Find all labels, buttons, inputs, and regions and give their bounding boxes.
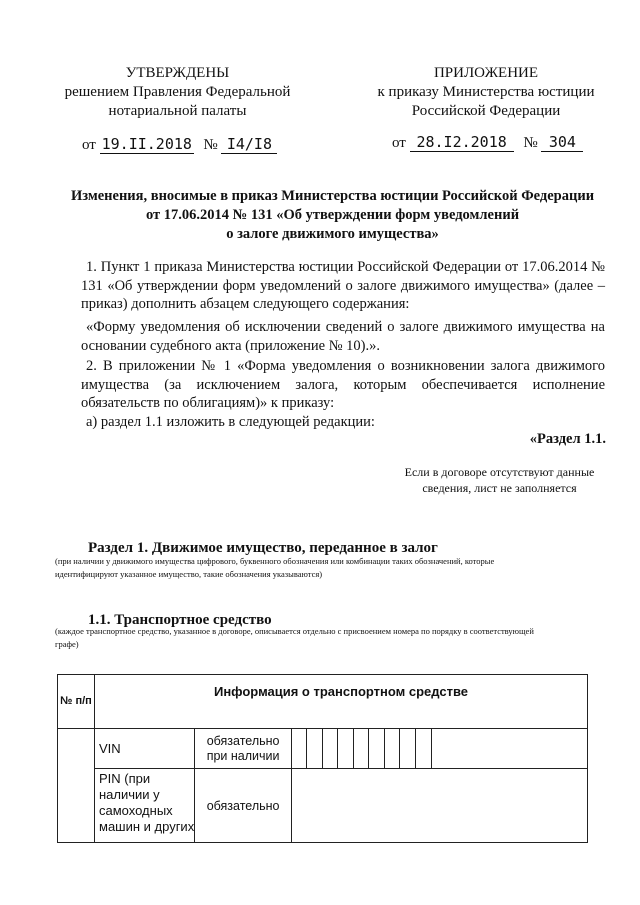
document-title [40,187,625,244]
fill-note-line2: сведения, лист не заполняется [422,481,577,495]
section1-note-line2: идентифицируют указанное имущество, такие обозначения указываются) [55,569,323,579]
info-header [95,675,588,729]
pin-label [95,769,195,843]
from-label: от [392,135,406,151]
vin-char-cell[interactable] [416,729,432,769]
number-label: № [203,137,218,153]
pin-label-text: PIN (при наличии у самоходных машин и других [99,771,195,834]
left-number: I4/I8 [221,135,277,154]
right-header [366,64,606,121]
left-header-title: УТВЕРЖДЕНЫ [125,65,230,81]
section1-title: Раздел 1. Движимое имущество, переданное в залог [88,540,438,556]
vin-requirement [195,729,291,769]
pin-requirement [195,769,291,843]
right-header-line2: Российской Федерации [411,103,561,119]
right-date: 28.I2.2018 [410,133,514,152]
vehicle-table [57,674,588,843]
vin-char-cell[interactable] [353,729,369,769]
left-header-line1: решением Правления Федеральной [64,84,291,100]
info-header-text: Информация о транспортном средстве [213,684,469,699]
pin-requirement-text: обязательно [206,798,280,813]
pin-value-cell[interactable] [291,769,587,843]
right-header-title: ПРИЛОЖЕНИЕ [433,65,539,81]
fill-note [392,464,607,496]
section11-note-line2: графе) [55,639,79,649]
paragraph-4: а) раздел 1.1 изложить в следующей редакции: [86,414,375,430]
vin-char-cell[interactable] [431,729,587,769]
title-line1: Изменения, вносимые в приказ Министерства юстиции Российской Федерации [70,188,595,204]
number-header [58,675,95,729]
vin-char-cell[interactable] [322,729,338,769]
title-line3: о залоге движимого имущества» [226,226,439,242]
vin-label-text: VIN [99,741,121,756]
section1-note [55,555,610,581]
paragraph-1: 1. Пункт 1 приказа Министерства юстиции Российской Федерации от 17.06.2014 № 131 «Об утверждении форм уведомлений о залоге движимого имущества» (далее – приказ) дополнить абзацем следующего содержания: [81,259,605,312]
number-label: № [523,135,538,151]
title-line2: от 17.06.2014 № 131 «Об утверждении форм уведомлений [145,207,520,223]
right-header-line1: к приказу Министерства юстиции [377,84,595,100]
right-number: 304 [541,133,583,152]
left-header-line2: нотариальной палаты [108,103,247,119]
from-label: от [82,137,96,153]
paragraph-2: «Форму уведомления об исключении сведений о залоге движимого имущества на основании судебного акта (приложение № 10).». [81,319,605,354]
section-quote: «Раздел 1.1. [529,431,606,447]
left-date: 19.II.2018 [101,135,192,153]
paragraph-3: 2. В приложении № 1 «Форма уведомления о возникновении залога движимого имущества (за исключением залога, которым обеспечивается исполнение обязательств по облигациям)» к приказу: [81,358,605,411]
row-number-cell[interactable] [58,729,95,843]
vin-requirement-text: обязательно при наличии [206,733,280,763]
number-header-text: № п/п [60,695,92,707]
section11-title: 1.1. Транспортное средство [88,612,272,628]
section11-note-line1: (каждое транспортное средство, указанное в договоре, описывается отдельно с присвоением номера по порядку в соответствующей [55,626,534,636]
vin-char-cell[interactable] [291,729,307,769]
fill-note-line1: Если в договоре отсутствуют данные [404,465,595,479]
vin-char-cell[interactable] [384,729,400,769]
vin-char-cell[interactable] [338,729,354,769]
vin-char-cell[interactable] [400,729,416,769]
section1-note-line1: (при наличии у движимого имущества цифрового, буквенного обозначения или комбинации таких обозначений, которые [55,556,495,566]
right-header-date-line [392,133,583,152]
left-header-date-line [82,135,277,154]
left-header [55,64,300,121]
vin-char-cell[interactable] [369,729,385,769]
section11-note [55,625,610,651]
vin-char-cell[interactable] [307,729,323,769]
vin-label [95,729,195,769]
